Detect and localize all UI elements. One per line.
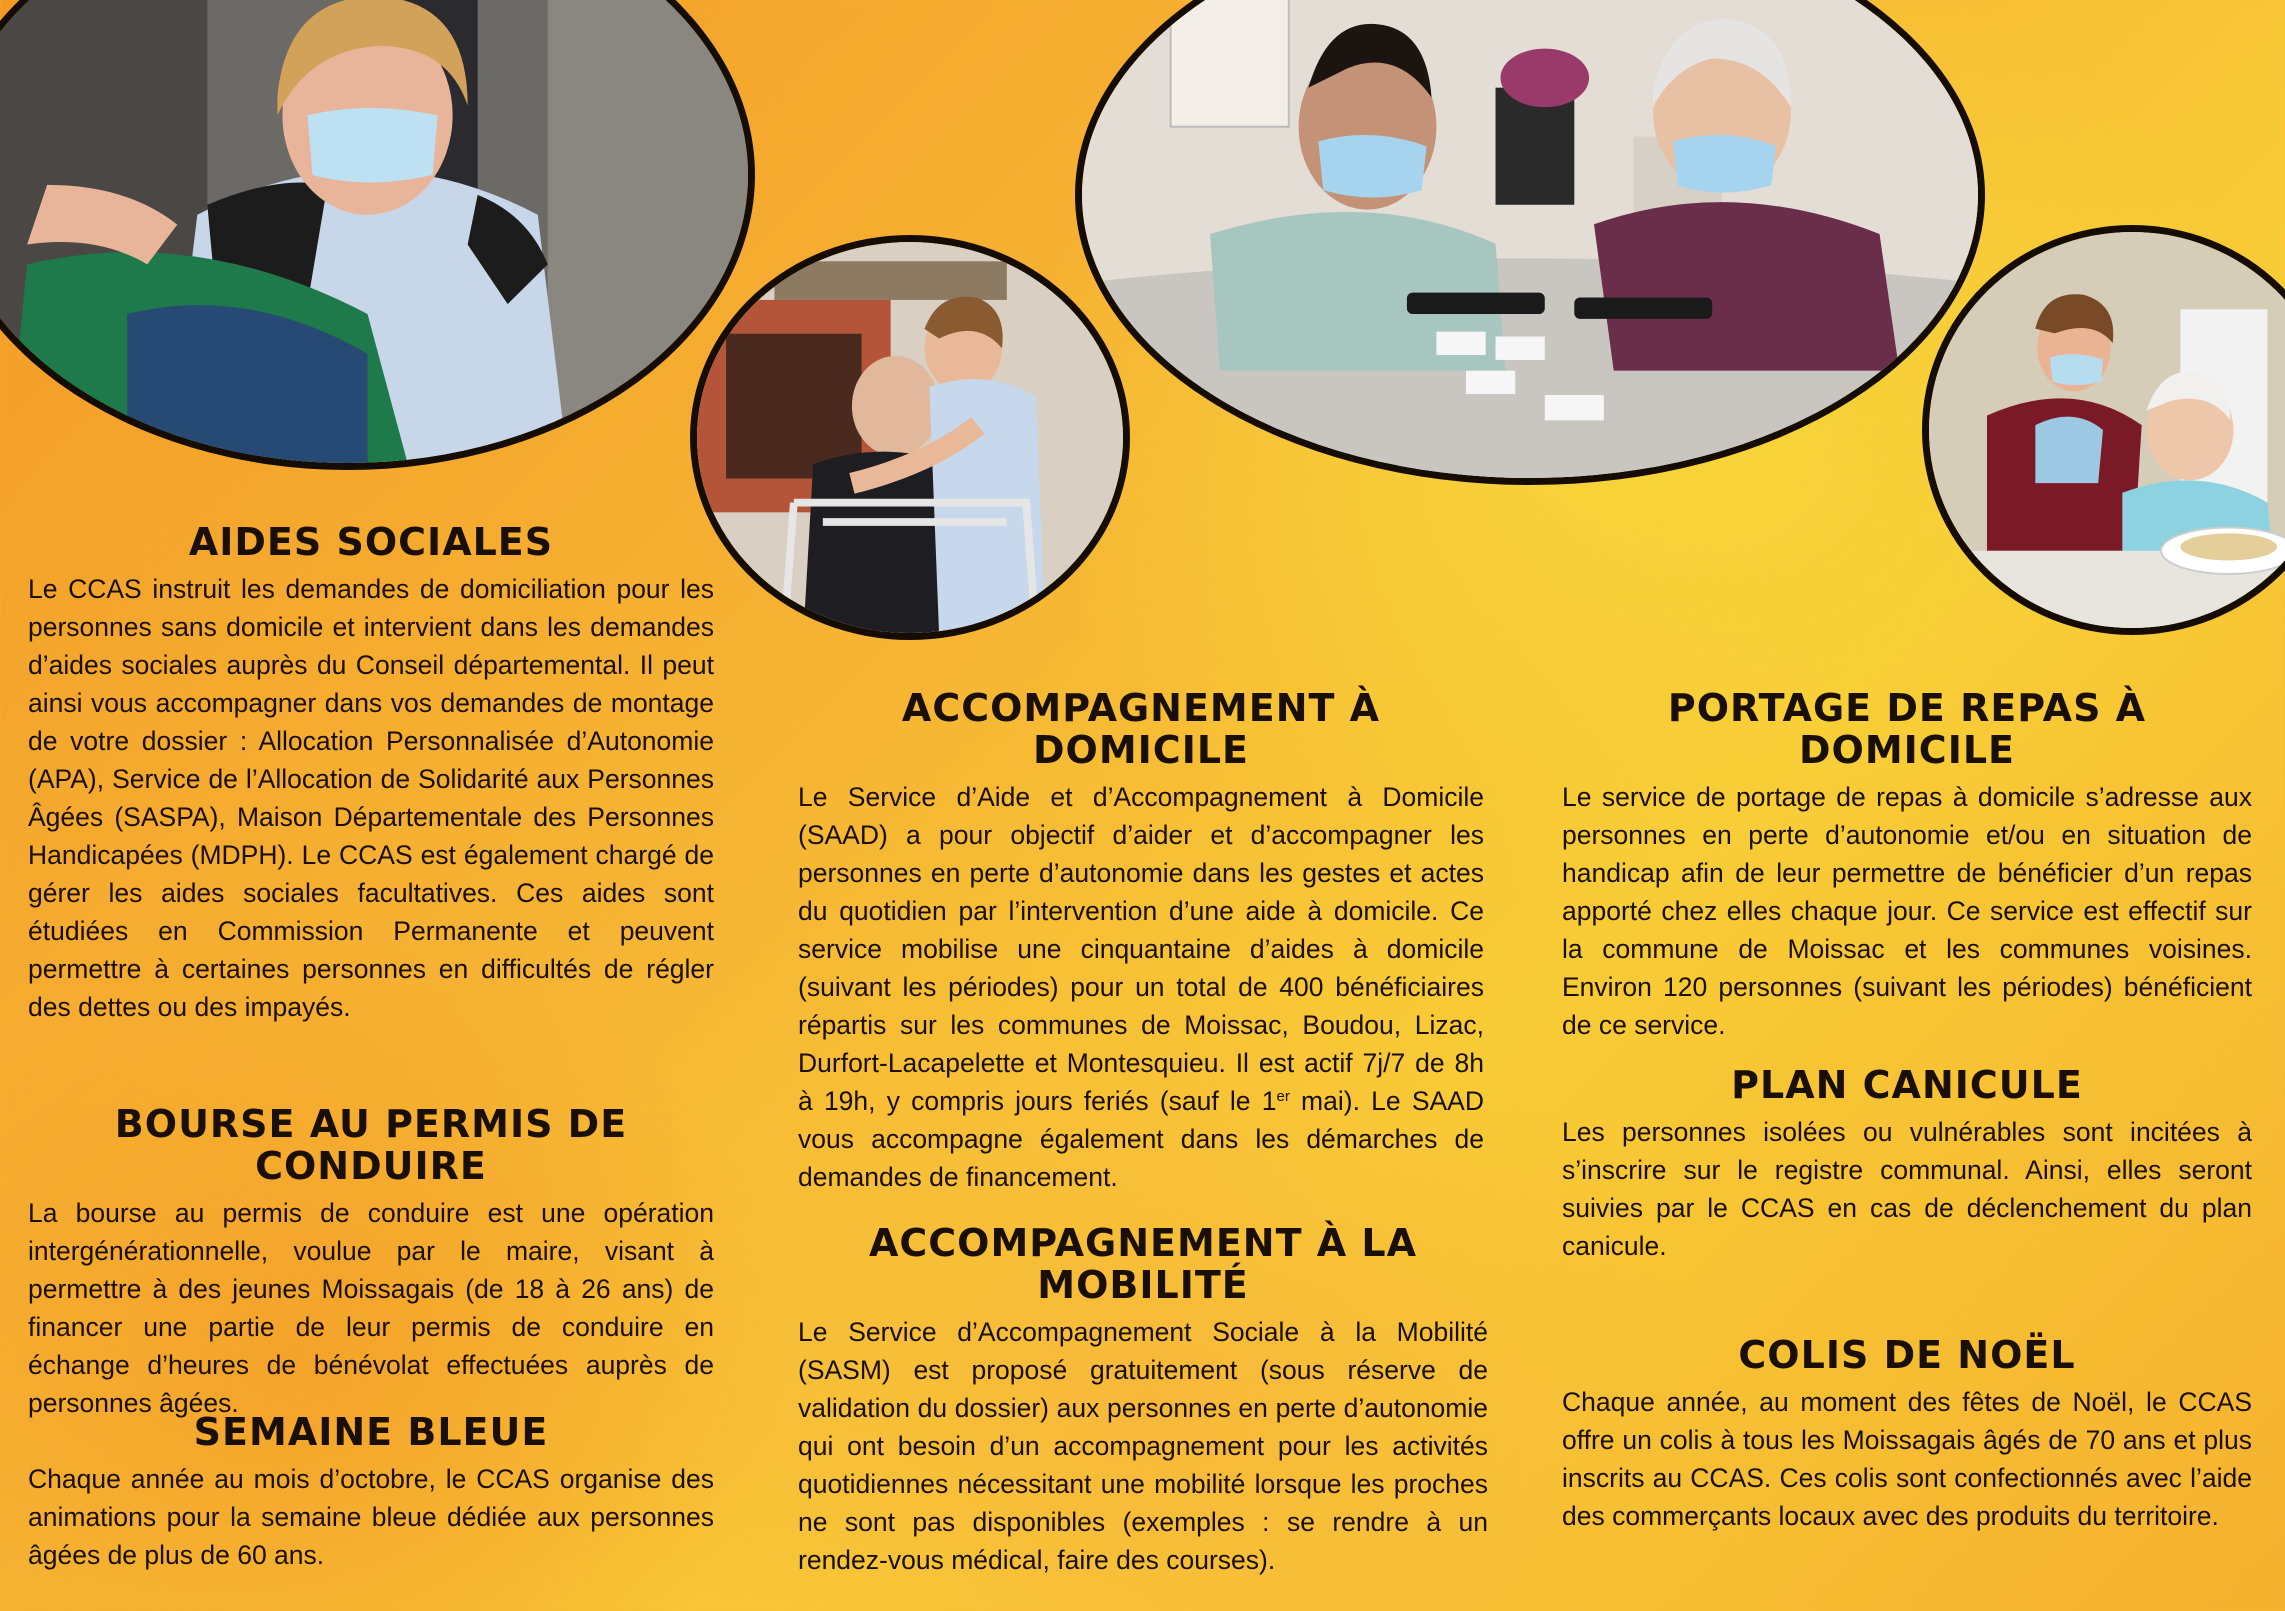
section-text-colis-noel: Chaque année, au moment des fêtes de Noël, le CCAS offre un colis à tous les Moissagais âgés de 70 ans et plus inscrits au CCAS. Ces colis sont confectionnés avec l’aide des commerçants locaux avec des produits du territoire. (1562, 1386, 2252, 1531)
section-text-bourse-permis: La bourse au permis de conduire est une opération intergénérationnelle, voulue par le maire, visant à permettre à des jeunes Moissagais (de 18 à 26 ans) de financer une partie de leur permis de conduire en échange d’heures de bénévolat effectuées auprès de personnes âgées. (28, 1197, 714, 1418)
section-text-semaine-bleue: Chaque année au mois d’octobre, le CCAS organise des animations pour la semaine bleue dédiée aux personnes âgées de plus de 60 ans. (28, 1463, 714, 1570)
section-portage-repas (1562, 688, 2252, 1044)
photo-caregiver-bed-image (0, 0, 748, 463)
section-text-accompagnement-mobilite: Le Service d’Accompagnement Sociale à la Mobilité (SASM) est proposé gratuitement (sous réserve de validation du dossier) aux personnes en perte d’autonomie qui ont besoin d’un accompagnement pour les activités quotidiennes nécessitant une mobilité lorsque les proches ne sont pas disponibles (exemples : se rendre à un rendez-vous médical, faire des courses). (798, 1316, 1488, 1575)
photo-caregiver-walker (690, 235, 1130, 640)
section-title-accompagnement-mobilite: ACCOMPAGNEMENT À LA MOBILITÉ (868, 1221, 1417, 1307)
section-title-plan-canicule: PLAN CANICULE (1731, 1063, 2083, 1107)
section-bourse-permis (28, 1104, 714, 1422)
section-plan-canicule (1562, 1065, 2252, 1265)
section-title-colis-noel: COLIS DE NOËL (1738, 1333, 2076, 1377)
text-part-before: Le Service d’Aide et d’Accompagnement à Domicile (SAAD) a pour objectif d’aider et d’accompagner les personnes en perte d’autonomie dans les gestes et actes du quotidien par l’intervention d’une aide à domicile. Ce service mobilise une cinquantaine d’aides à domicile (suivant les périodes) pour un total de 400 bénéficiaires répartis sur les communes de Moissac, Boudou, Lizac, Durfort-Lacapelette et Montesquieu. Il est actif 7j/7 de 8h à 19h, y compris jours feriés (sauf le 1 (798, 781, 1484, 1116)
section-text-plan-canicule: Les personnes isolées ou vulnérables sont incitées à s’inscrire sur le registre communal. Ainsi, elles seront suivies par le CCAS en cas de déclenchement du plan canicule. (1562, 1116, 2252, 1261)
text-part-after: mai). Le SAAD vous accompagne également dans les démarches de demandes de financement. (798, 1085, 1484, 1192)
section-aides-sociales (28, 522, 714, 1026)
section-accompagnement-mobilite (798, 1223, 1488, 1579)
photo-caregiver-walker-image (697, 242, 1123, 633)
section-semaine-bleue (28, 1412, 714, 1574)
photo-caregiver-bed (0, 0, 755, 470)
section-title-semaine-bleue: SEMAINE BLEUE (193, 1410, 549, 1454)
photo-caregiver-dominoes-image (1082, 0, 1978, 478)
section-text-accompagnement-domicile (798, 778, 1484, 1196)
photo-caregiver-meal (1922, 225, 2285, 635)
photo-caregiver-meal-image (1929, 232, 2285, 628)
section-title-accompagnement-domicile: ACCOMPAGNEMENT À DOMICILE (901, 686, 1381, 772)
section-title-portage-repas: PORTAGE DE REPAS À DOMICILE (1667, 686, 2147, 772)
section-text-portage-repas: Le service de portage de repas à domicile s’adresse aux personnes en perte d’autonomie et/ou en situation de handicap afin de leur permettre de bénéficier d’un repas apporté chez elles chaque jour. Ce service est effectif sur la commune de Moissac et les communes voisines. Environ 120 personnes (suivant les périodes) bénéficient de ce service. (1562, 781, 2252, 1040)
ordinal-superscript: er (1276, 1087, 1290, 1105)
photo-caregiver-dominoes (1075, 0, 1985, 485)
section-title-bourse-permis: BOURSE AU PERMIS DE CONDUIRE (114, 1102, 628, 1188)
section-colis-noel (1562, 1335, 2252, 1535)
section-accompagnement-domicile (798, 688, 1484, 1196)
section-text-aides-sociales: Le CCAS instruit les demandes de domiciliation pour les personnes sans domicile et intervient dans les demandes d’aides sociales auprès du Conseil départemental. Il peut ainsi vous accompagner dans vos demandes de montage de votre dossier : Allocation Personnalisée d’Autonomie (APA), Service de l’Allocation de Solidarité aux Personnes Âgées (SASPA), Maison Départementale des Personnes Handicapées (MDPH). Le CCAS est également chargé de gérer les aides sociales facultatives. Ces aides sont étudiées en Commission Permanente et peuvent permettre à certaines personnes en difficultés de régler des dettes ou des impayés. (28, 573, 714, 1022)
section-title-aides-sociales: AIDES SOCIALES (188, 520, 554, 564)
